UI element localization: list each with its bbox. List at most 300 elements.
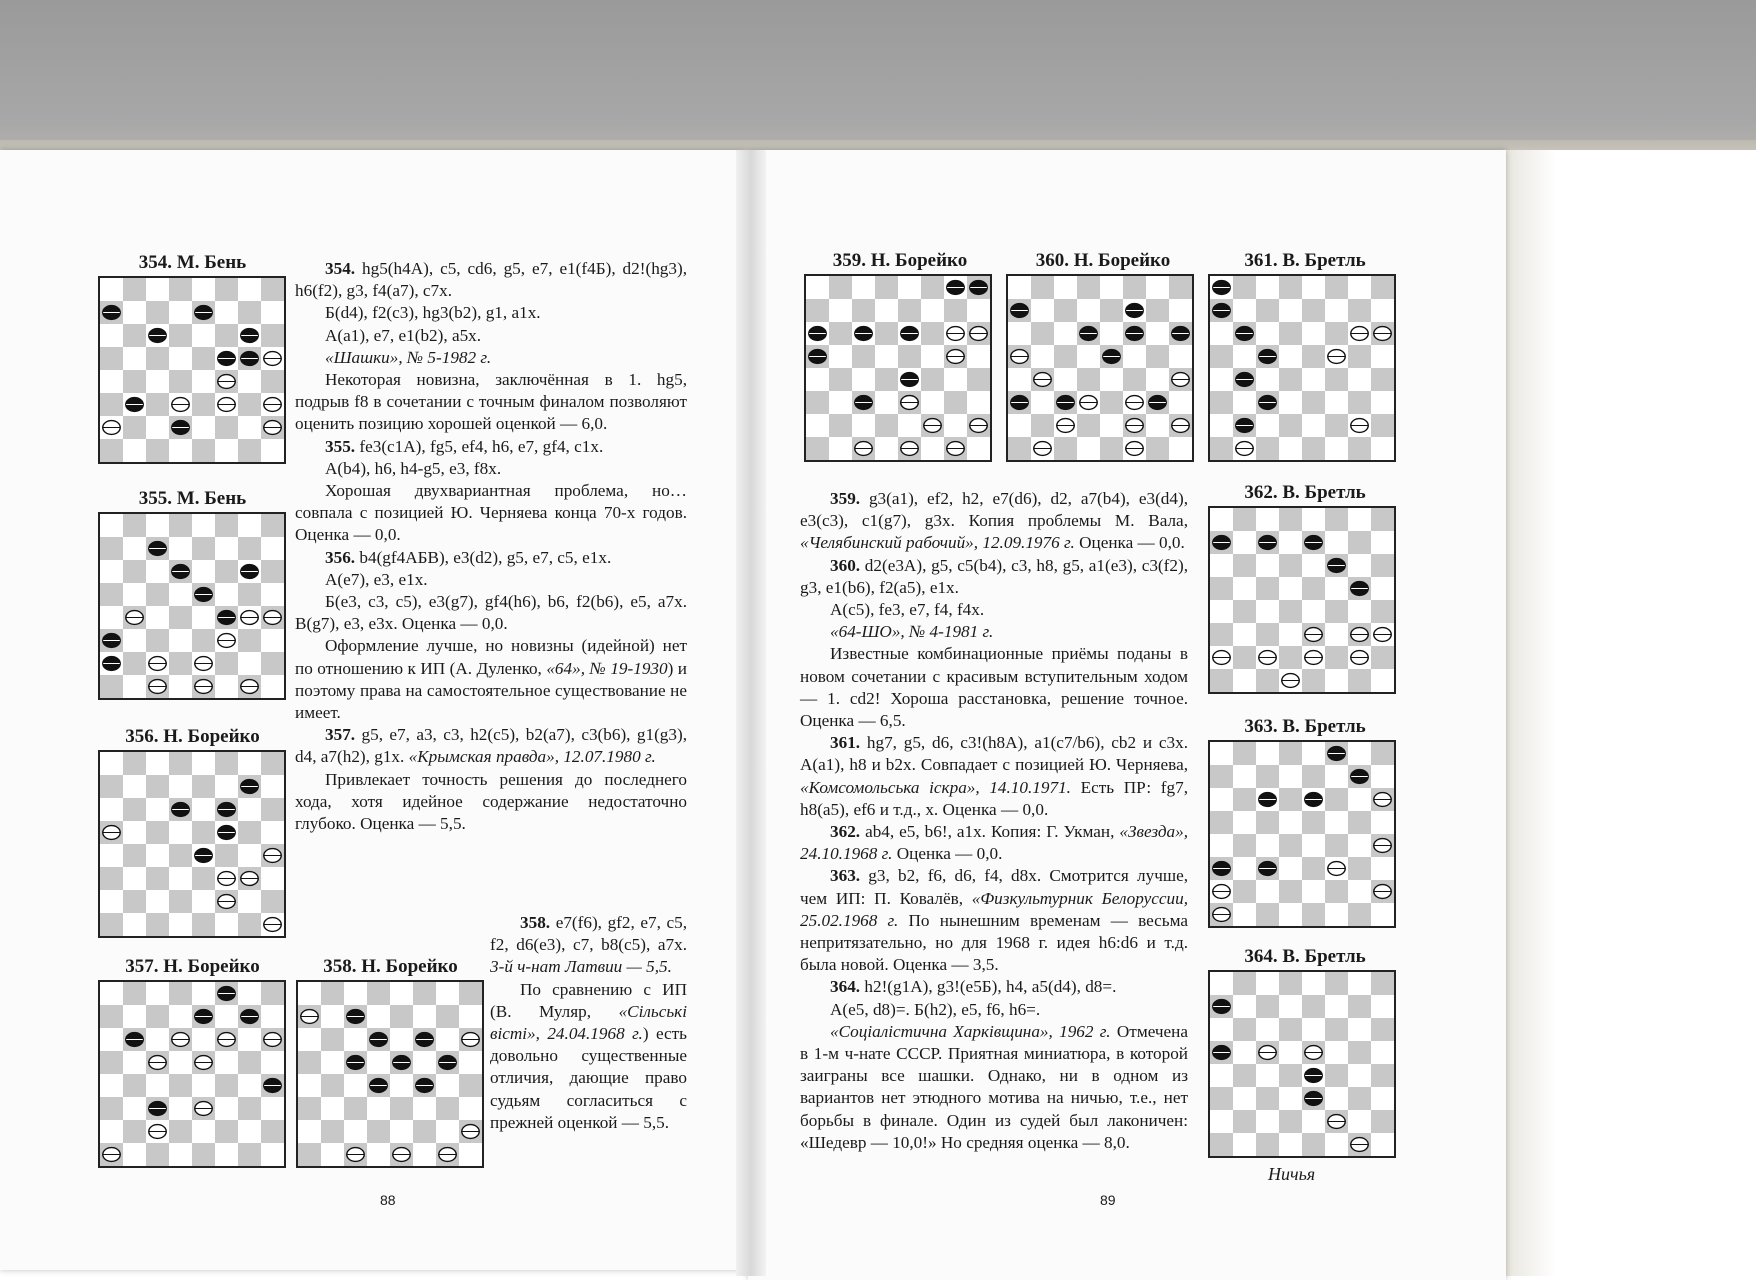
light-square <box>1210 322 1233 345</box>
source-citation: «Крымская правда», 12.07.1980 г. <box>408 747 656 767</box>
dark-square <box>1077 368 1100 391</box>
white-checker <box>393 1148 410 1162</box>
light-square <box>1256 276 1279 299</box>
light-square <box>1233 1041 1256 1064</box>
dark-square <box>459 982 482 1005</box>
dark-square <box>344 1097 367 1120</box>
dark-square <box>1100 437 1123 460</box>
dark-square <box>146 393 169 416</box>
dark-square <box>169 752 192 775</box>
black-checker <box>103 306 120 320</box>
black-checker <box>172 803 189 817</box>
dark-square <box>1233 788 1256 811</box>
dark-square <box>1233 554 1256 577</box>
dark-square <box>967 368 990 391</box>
dark-square <box>921 322 944 345</box>
dark-square <box>1302 995 1325 1018</box>
light-square <box>238 370 261 393</box>
dark-square <box>1279 788 1302 811</box>
black-checker <box>241 329 258 343</box>
checkers-board-362 <box>1208 506 1396 694</box>
dark-square <box>875 414 898 437</box>
black-checker <box>126 1033 143 1047</box>
light-square <box>192 514 215 537</box>
light-square <box>1233 765 1256 788</box>
dark-square <box>1302 857 1325 880</box>
dark-square <box>1302 391 1325 414</box>
light-square <box>1210 368 1233 391</box>
dark-square <box>261 752 284 775</box>
light-square <box>321 1005 344 1028</box>
light-square <box>146 370 169 393</box>
light-square <box>1233 1087 1256 1110</box>
checkers-board-355 <box>98 512 286 700</box>
light-square <box>261 537 284 560</box>
black-checker <box>1236 327 1253 341</box>
dark-square <box>1100 299 1123 322</box>
light-square <box>169 913 192 936</box>
light-square <box>123 1005 146 1028</box>
light-square <box>123 537 146 560</box>
light-square <box>1348 508 1371 531</box>
dark-square <box>1325 1064 1348 1087</box>
light-square <box>1077 299 1100 322</box>
light-square <box>1279 765 1302 788</box>
white-checker <box>264 849 281 863</box>
white-checker <box>149 1056 166 1070</box>
light-square <box>215 913 238 936</box>
diagram-title-364: 364. В. Бретль <box>1244 946 1366 967</box>
problem-number: 364. <box>830 977 861 997</box>
dark-square <box>1210 623 1233 646</box>
white-checker <box>103 1148 120 1162</box>
white-checker <box>1282 674 1299 688</box>
dark-square <box>238 393 261 416</box>
light-square <box>1210 742 1233 765</box>
light-square <box>459 1051 482 1074</box>
dark-square <box>1325 414 1348 437</box>
dark-square <box>1371 368 1394 391</box>
dark-square <box>1233 742 1256 765</box>
light-square <box>100 514 123 537</box>
black-checker <box>126 398 143 412</box>
black-checker <box>195 849 212 863</box>
light-square <box>100 798 123 821</box>
dark-square <box>146 1143 169 1166</box>
white-checker <box>947 350 964 364</box>
dark-square <box>829 414 852 437</box>
light-square <box>192 606 215 629</box>
dark-square <box>123 278 146 301</box>
light-square <box>852 414 875 437</box>
light-square <box>169 1005 192 1028</box>
light-square <box>1302 834 1325 857</box>
light-square <box>1256 1018 1279 1041</box>
left-text-block-358 <box>490 912 687 1134</box>
black-checker <box>1149 396 1166 410</box>
white-checker <box>218 634 235 648</box>
white-checker <box>149 680 166 694</box>
light-square <box>100 560 123 583</box>
light-square <box>1348 600 1371 623</box>
light-square <box>1123 345 1146 368</box>
light-square <box>1371 765 1394 788</box>
dark-square <box>1371 1110 1394 1133</box>
white-checker <box>195 1056 212 1070</box>
white-checker <box>103 826 120 840</box>
light-square <box>123 301 146 324</box>
black-checker <box>1011 396 1028 410</box>
dark-square <box>1077 276 1100 299</box>
light-square <box>344 1028 367 1051</box>
white-checker <box>1172 419 1189 433</box>
light-square <box>1256 1110 1279 1133</box>
black-checker <box>241 352 258 366</box>
light-square <box>123 821 146 844</box>
light-square <box>390 1074 413 1097</box>
board-grid <box>100 278 284 462</box>
problem-number: 363. <box>830 866 861 886</box>
white-checker <box>1374 327 1391 341</box>
dark-square <box>1371 508 1394 531</box>
dark-square <box>169 1120 192 1143</box>
dark-square <box>1279 322 1302 345</box>
dark-square <box>436 1097 459 1120</box>
board-grid <box>100 982 284 1166</box>
light-square <box>169 867 192 890</box>
checkers-board-360 <box>1006 274 1194 462</box>
dark-square <box>1348 437 1371 460</box>
black-checker <box>218 352 235 366</box>
light-square <box>459 1005 482 1028</box>
dark-square <box>390 1005 413 1028</box>
dark-square <box>1279 600 1302 623</box>
dark-square <box>1233 508 1256 531</box>
white-checker <box>1080 396 1097 410</box>
light-square <box>238 982 261 1005</box>
dark-square <box>146 821 169 844</box>
black-checker <box>172 565 189 579</box>
diagram-title-362: 362. В. Бретль <box>1244 482 1366 503</box>
light-square <box>261 1097 284 1120</box>
light-square <box>321 1097 344 1120</box>
white-checker <box>1374 839 1391 853</box>
light-square <box>852 368 875 391</box>
light-square <box>1325 1087 1348 1110</box>
dark-square <box>215 752 238 775</box>
light-square <box>1325 995 1348 1018</box>
light-square <box>1008 368 1031 391</box>
problem-number: 359. <box>830 489 861 508</box>
light-square <box>192 370 215 393</box>
dark-square <box>1325 880 1348 903</box>
dark-square <box>829 368 852 391</box>
white-checker <box>947 442 964 456</box>
light-square <box>806 414 829 437</box>
dark-square <box>192 913 215 936</box>
white-checker <box>126 611 143 625</box>
black-checker <box>1351 582 1368 596</box>
dark-square <box>261 890 284 913</box>
dark-square <box>1371 742 1394 765</box>
white-checker <box>1126 442 1143 456</box>
light-square <box>215 583 238 606</box>
commentary-text: Хорошая двухвариантная проблема, но… совпала с позицией Ю. Черняева конца 70-х годов. Оценка — 0,0. <box>295 481 687 545</box>
dark-square <box>321 1074 344 1097</box>
dark-square <box>169 324 192 347</box>
light-square <box>146 890 169 913</box>
dark-square <box>238 583 261 606</box>
dark-square <box>238 1097 261 1120</box>
light-square <box>123 629 146 652</box>
dark-square <box>192 629 215 652</box>
light-square <box>238 798 261 821</box>
light-square <box>238 890 261 913</box>
dark-square <box>1371 1018 1394 1041</box>
light-square <box>367 1143 390 1166</box>
dark-square <box>1302 1133 1325 1156</box>
black-checker <box>1213 304 1230 318</box>
dark-square <box>298 1143 321 1166</box>
black-checker <box>809 350 826 364</box>
page-number-right: 89 <box>1100 1192 1116 1208</box>
light-square <box>413 1097 436 1120</box>
dark-square <box>1233 646 1256 669</box>
dark-square <box>1279 742 1302 765</box>
white-checker <box>1305 628 1322 642</box>
light-square <box>215 301 238 324</box>
white-checker <box>439 1148 456 1162</box>
light-square <box>169 301 192 324</box>
dark-square <box>321 982 344 1005</box>
white-checker <box>1259 1046 1276 1060</box>
black-checker <box>1126 327 1143 341</box>
solution-text: g3, b2, f6, d6, f4, d8x. Смотрится лучше, чем ИП: П. Ковалёв, <box>800 866 1188 908</box>
dark-square <box>1302 669 1325 692</box>
light-square <box>146 982 169 1005</box>
light-square <box>215 537 238 560</box>
dark-square <box>192 439 215 462</box>
light-square <box>1210 1064 1233 1087</box>
dark-square <box>1054 299 1077 322</box>
light-square <box>390 1028 413 1051</box>
dark-square <box>1054 437 1077 460</box>
light-square <box>1371 1041 1394 1064</box>
dark-square <box>1233 276 1256 299</box>
light-square <box>1279 345 1302 368</box>
dark-square <box>1210 1087 1233 1110</box>
light-square <box>146 752 169 775</box>
light-square <box>1371 437 1394 460</box>
light-square <box>1279 1041 1302 1064</box>
dark-square <box>146 913 169 936</box>
dark-square <box>1279 972 1302 995</box>
light-square <box>146 514 169 537</box>
dark-square <box>1256 623 1279 646</box>
black-checker <box>1259 396 1276 410</box>
dark-square <box>806 437 829 460</box>
black-checker <box>1328 559 1345 573</box>
light-square <box>1210 788 1233 811</box>
dark-square <box>1256 299 1279 322</box>
light-square <box>123 1051 146 1074</box>
dark-square <box>944 391 967 414</box>
dark-square <box>1233 1064 1256 1087</box>
light-square <box>146 844 169 867</box>
light-square <box>169 1143 192 1166</box>
light-square <box>1256 742 1279 765</box>
checkers-board-361 <box>1208 274 1396 462</box>
light-square <box>829 299 852 322</box>
light-square <box>1348 788 1371 811</box>
light-square <box>192 1074 215 1097</box>
variant-text: A(c5), fe3, e7, f4, f4x. <box>830 600 985 620</box>
light-square <box>1348 368 1371 391</box>
light-square <box>1233 995 1256 1018</box>
light-square <box>192 1120 215 1143</box>
light-square <box>169 675 192 698</box>
light-square <box>123 347 146 370</box>
dark-square <box>1169 276 1192 299</box>
light-square <box>829 345 852 368</box>
commentary-text: Оформление лучше, но новизны (идейной) нет по отношению к ИП (А. Дуленко, <box>295 636 687 678</box>
board-grid <box>298 982 482 1166</box>
light-square <box>1279 995 1302 1018</box>
dark-square <box>261 560 284 583</box>
dark-square <box>100 1097 123 1120</box>
dark-square <box>921 368 944 391</box>
light-square <box>1279 903 1302 926</box>
dark-square <box>436 1005 459 1028</box>
light-square <box>238 278 261 301</box>
light-square <box>1371 391 1394 414</box>
light-square <box>100 1120 123 1143</box>
dark-square <box>238 1051 261 1074</box>
light-square <box>1169 345 1192 368</box>
dark-square <box>898 299 921 322</box>
black-checker <box>1236 373 1253 387</box>
light-square <box>459 1097 482 1120</box>
checkers-board-359 <box>804 274 992 462</box>
dark-square <box>1302 903 1325 926</box>
dark-square <box>1371 972 1394 995</box>
dark-square <box>1256 1087 1279 1110</box>
light-square <box>169 347 192 370</box>
light-square <box>1279 1133 1302 1156</box>
light-square <box>829 437 852 460</box>
dark-square <box>1210 391 1233 414</box>
light-square <box>367 1051 390 1074</box>
black-checker <box>103 657 120 671</box>
light-square <box>436 982 459 1005</box>
light-square <box>123 1097 146 1120</box>
diagram-title-358: 358. Н. Борейко <box>323 956 458 977</box>
dark-square <box>100 867 123 890</box>
commentary-text: Некоторая новизна, заключённая в 1. hg5, подрыв f8 в сочетании с точным финалом позволяют оценить позицию хорошей оценкой — 6,0. <box>295 370 687 434</box>
light-square <box>261 629 284 652</box>
dark-square <box>1371 1064 1394 1087</box>
light-square <box>1302 508 1325 531</box>
light-square <box>1302 368 1325 391</box>
light-square <box>1325 765 1348 788</box>
light-square <box>1256 368 1279 391</box>
light-square <box>192 278 215 301</box>
dark-square <box>1279 414 1302 437</box>
light-square <box>1325 903 1348 926</box>
light-square <box>100 324 123 347</box>
white-checker <box>1236 442 1253 456</box>
light-square <box>1169 437 1192 460</box>
dark-square <box>1279 368 1302 391</box>
dark-square <box>1371 554 1394 577</box>
light-square <box>1100 368 1123 391</box>
dark-square <box>1348 811 1371 834</box>
light-square <box>1256 554 1279 577</box>
white-checker <box>172 398 189 412</box>
board-grid <box>100 752 284 936</box>
light-square <box>921 437 944 460</box>
dark-square <box>261 652 284 675</box>
dark-square <box>1256 903 1279 926</box>
light-square <box>1233 857 1256 880</box>
light-square <box>215 439 238 462</box>
dark-square <box>100 1051 123 1074</box>
dark-square <box>146 347 169 370</box>
light-square <box>1371 299 1394 322</box>
dark-square <box>1302 811 1325 834</box>
light-square <box>1325 531 1348 554</box>
dark-square <box>1325 646 1348 669</box>
problem-number: 355. <box>325 436 356 456</box>
diagram-title-363: 363. В. Бретль <box>1244 716 1366 737</box>
light-square <box>1279 857 1302 880</box>
light-square <box>1279 391 1302 414</box>
light-square <box>1348 1110 1371 1133</box>
dark-square <box>169 370 192 393</box>
board-grid <box>100 514 284 698</box>
dark-square <box>1031 322 1054 345</box>
light-square <box>1325 1041 1348 1064</box>
light-square <box>1233 1133 1256 1156</box>
dark-square <box>169 278 192 301</box>
light-square <box>1233 623 1256 646</box>
white-checker <box>195 680 212 694</box>
dark-square <box>1256 995 1279 1018</box>
dark-square <box>367 982 390 1005</box>
white-checker <box>1305 651 1322 665</box>
light-square <box>1371 669 1394 692</box>
black-checker <box>1057 396 1074 410</box>
white-checker <box>264 421 281 435</box>
white-checker <box>1351 628 1368 642</box>
light-square <box>852 276 875 299</box>
dark-square <box>169 844 192 867</box>
white-checker <box>1374 628 1391 642</box>
black-checker <box>901 373 918 387</box>
light-square <box>123 675 146 698</box>
light-square <box>1371 1133 1394 1156</box>
light-square <box>1054 368 1077 391</box>
board-grid <box>1210 972 1394 1156</box>
dark-square <box>123 982 146 1005</box>
light-square <box>1371 857 1394 880</box>
black-checker <box>1305 793 1322 807</box>
dark-square <box>215 1074 238 1097</box>
dark-square <box>1031 414 1054 437</box>
dark-square <box>321 1028 344 1051</box>
dark-square <box>100 775 123 798</box>
dark-square <box>169 982 192 1005</box>
